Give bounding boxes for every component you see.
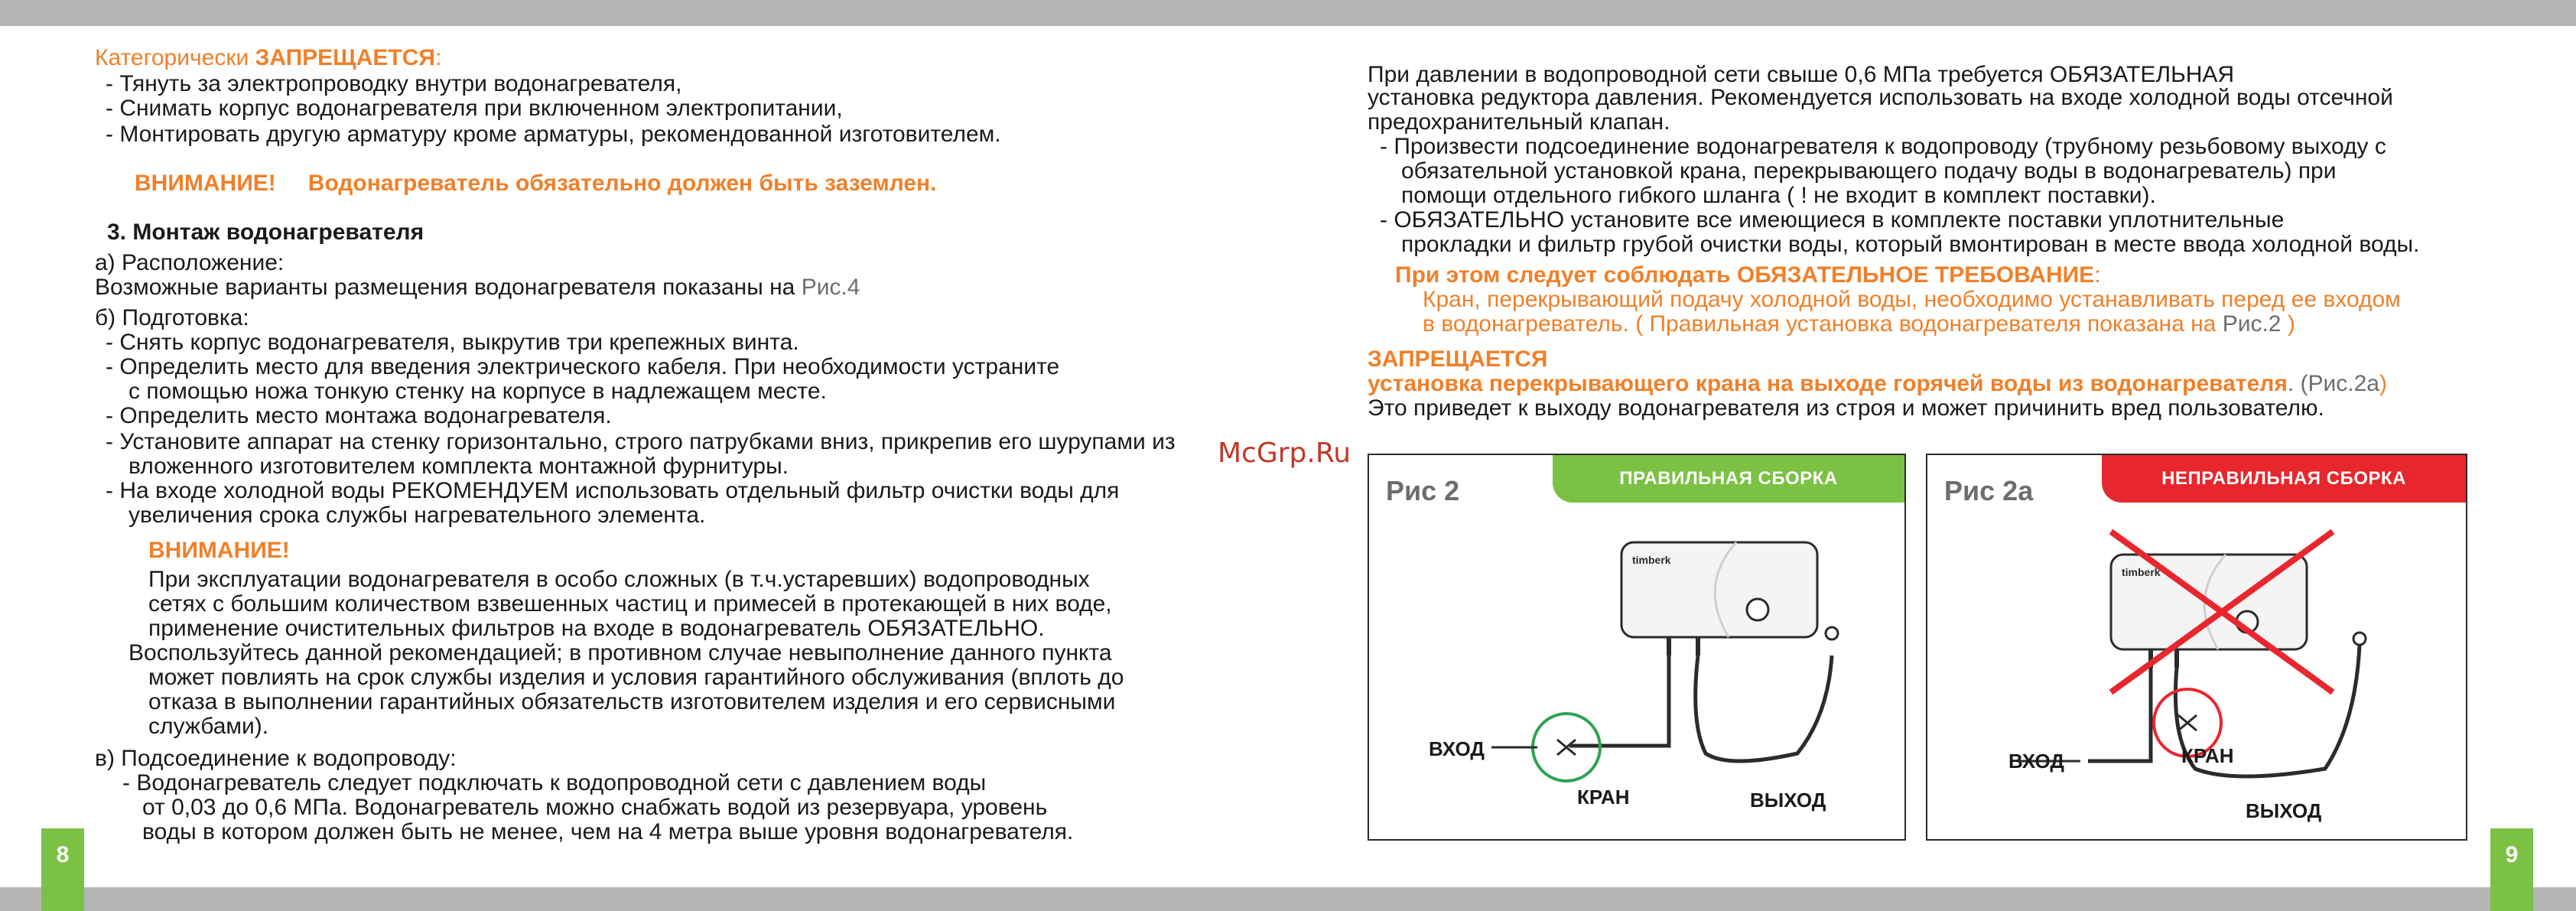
figure-correct xyxy=(1368,454,1906,841)
shower-head xyxy=(1826,627,1838,639)
pressure-line: предохранительный клапан. xyxy=(1368,109,1670,135)
pressure-line: установка редуктора давления. Рекомендуется использовать на входе холодной воды отсечной xyxy=(1368,85,2393,110)
location-sentence: Возможные варианты размещения водонагревателя показаны на xyxy=(95,275,802,300)
prohibited-item: - Тянуть за электропроводку внутри водонагревателя, xyxy=(106,71,682,96)
requirement-title xyxy=(1395,263,2101,288)
outlet-label: ВЫХОД xyxy=(1750,789,1826,812)
pressure-line: При давлении в водопроводной сети свыше 0,6 МПа требуется ОБЯЗАТЕЛЬНАЯ xyxy=(1368,62,2235,87)
valve-icon xyxy=(2178,715,2197,730)
step-line: прокладки и фильтр грубой очистки воды, который вмонтирован в месте ввода холодной воды. xyxy=(1401,232,2420,257)
warning-text: Водонагреватель обязательно должен быть заземлен. xyxy=(307,171,937,196)
prohibited-suffix: : xyxy=(434,45,442,70)
requirement-title-text: При этом следует соблюдать ОБЯЗАТЕЛЬНОЕ ТРЕБОВАНИЕ xyxy=(1395,262,2095,288)
figure-reference: Рис.2 xyxy=(2222,311,2282,337)
prohibited-strong: ЗАПРЕЩАЕТСЯ xyxy=(255,45,435,70)
requirement-colon: : xyxy=(2094,262,2101,288)
connection-line: - Водонагреватель следует подключать к водопроводной сети с давлением воды xyxy=(122,770,987,795)
prohibited-prefix: Категорически xyxy=(95,45,255,70)
attention-line: может повлиять на срок службы изделия и условия гарантийного обслуживания (вплоть до xyxy=(148,665,1124,690)
brand-label: timberk xyxy=(2122,566,2161,578)
figure-reference: Рис.4 xyxy=(801,275,860,300)
consequence-line: Это приведет к выходу водонагревателя из строя и может причинить вред пользователю. xyxy=(1368,395,2324,421)
outlet-hose xyxy=(1696,656,1832,761)
prep-line: - На входе холодной воды РЕКОМЕНДУЕМ использовать отдельный фильтр очистки воды для xyxy=(106,478,1120,503)
location-label: а) Расположение: xyxy=(95,250,285,275)
inlet-label: ВХОД xyxy=(1429,737,1485,760)
prohibited-item: - Монтировать другую арматуру кроме арматуры, рекомендованной изготовителем. xyxy=(106,122,1001,147)
attention-line: службами). xyxy=(148,714,269,739)
step-line: обязательной установкой крана, перекрывающего подачу воды в водонагреватель) при xyxy=(1401,158,2337,184)
requirement-line: Кран, перекрывающий подачу холодной воды, необходимо устанавливать перед ее входом xyxy=(1423,287,2401,312)
figure-label: Рис 2 xyxy=(1386,475,1460,506)
prep-label: б) Подготовка: xyxy=(95,305,249,330)
attention-line: отказа в выполнении гарантийных обязательств изготовителем изделия и его сервисными xyxy=(148,689,1116,714)
figure-label: Рис 2а xyxy=(1944,475,2034,506)
attention-line: При эксплуатации водонагревателя в особо сложных (в т.ч.устаревших) водопроводных xyxy=(148,567,1090,592)
prep-line: увеличения срока службы нагревательного элемента. xyxy=(128,503,706,528)
prep-line: - Снять корпус водонагревателя, выкрутив три крепежных винта. xyxy=(106,330,799,355)
prohibited-item: - Снимать корпус водонагревателя при включенном электропитании, xyxy=(106,96,843,121)
prep-line: - Определить место монтажа водонагревателя. xyxy=(106,403,612,428)
attention-line: применение очистительных фильтров на входе в водонагреватель ОБЯЗАТЕЛЬНО. xyxy=(148,616,1045,641)
forbidden-dot: . ( xyxy=(2287,371,2308,396)
valve-label: КРАН xyxy=(2181,744,2234,767)
figure-banner: ПРАВИЛЬНАЯ СБОРКА xyxy=(1553,455,1904,503)
page-number-left: 8 xyxy=(41,828,84,911)
inlet-hose xyxy=(1569,656,1669,746)
requirement-close: ) xyxy=(2281,311,2295,337)
step-line: - ОБЯЗАТЕЛЬНО установите все имеющиеся в комплекте поставки уплотнительные xyxy=(1380,207,2285,233)
inlet-hose xyxy=(2088,668,2151,761)
section-title: 3. Монтаж водонагревателя xyxy=(107,220,424,245)
figure-incorrect xyxy=(1926,454,2467,841)
attention-line: Воспользуйтесь данной рекомендацией; в противном случае невыполнение данного пункта xyxy=(128,640,1112,665)
brand-label: timberk xyxy=(1632,554,1671,566)
forbidden-text: установка перекрывающего крана на выходе горячей воды из водонагревателя xyxy=(1368,371,2288,396)
forbidden-line xyxy=(1368,372,2387,396)
figure-banner: НЕПРАВИЛЬНАЯ СБОРКА xyxy=(2102,455,2466,503)
figure-reference: Рис.2а xyxy=(2308,371,2379,396)
prep-line: - Установите аппарат на стенку горизонтально, строго патрубками вниз, прикрепив его шурупами из xyxy=(106,429,1176,454)
shower-head xyxy=(2353,633,2366,645)
prep-line: - Определить место для введения электрического кабеля. При необходимости устраните xyxy=(106,354,1060,379)
forbidden-title: ЗАПРЕЩАЕТСЯ xyxy=(1368,347,1548,372)
inlet-label: ВХОД xyxy=(2008,750,2064,773)
prep-line: вложенного изготовителем комплекта монтажной фурнитуры. xyxy=(128,454,789,479)
heater-diagram xyxy=(1927,455,2466,839)
connection-line: от 0,03 до 0,6 МПа. Водонагреватель можно снабжать водой из резервуара, уровень xyxy=(142,795,1048,820)
requirement-text: в водонагреватель. ( Правильная установка водонагревателя показана на xyxy=(1423,311,2223,337)
connection-line: воды в котором должен быть не менее, чем на 4 метра выше уровня водонагревателя. xyxy=(142,819,1074,844)
knob xyxy=(1747,599,1768,620)
attention-line: сетях с большим количеством взвешенных частиц и примесей в протекающей в них воде, xyxy=(148,591,1112,617)
page-number-right: 9 xyxy=(2490,828,2533,911)
valve-label: КРАН xyxy=(1577,786,1630,809)
prep-line: с помощью ножа тонкую стенку на корпусе в надлежащем месте. xyxy=(128,379,827,404)
step-line: - Произвести подсоединение водонагревателя к водопроводу (трубному резьбовому выходу с xyxy=(1380,134,2386,159)
attention-label: ВНИМАНИЕ! xyxy=(148,538,290,563)
warning-label: ВНИМАНИЕ! xyxy=(135,171,276,196)
connection-label: в) Подсоединение к водопроводу: xyxy=(95,746,457,771)
heater-diagram xyxy=(1369,455,1904,839)
outlet-label: ВЫХОД xyxy=(2246,799,2322,822)
watermark: McGrp.Ru xyxy=(1218,438,1351,469)
forbidden-close: ) xyxy=(2379,371,2387,396)
requirement-line xyxy=(1423,312,2295,337)
step-line: помощи отдельного гибкого шланга ( ! не входит в комплект поставки). xyxy=(1401,183,2156,208)
bottom-bar xyxy=(0,887,2576,911)
